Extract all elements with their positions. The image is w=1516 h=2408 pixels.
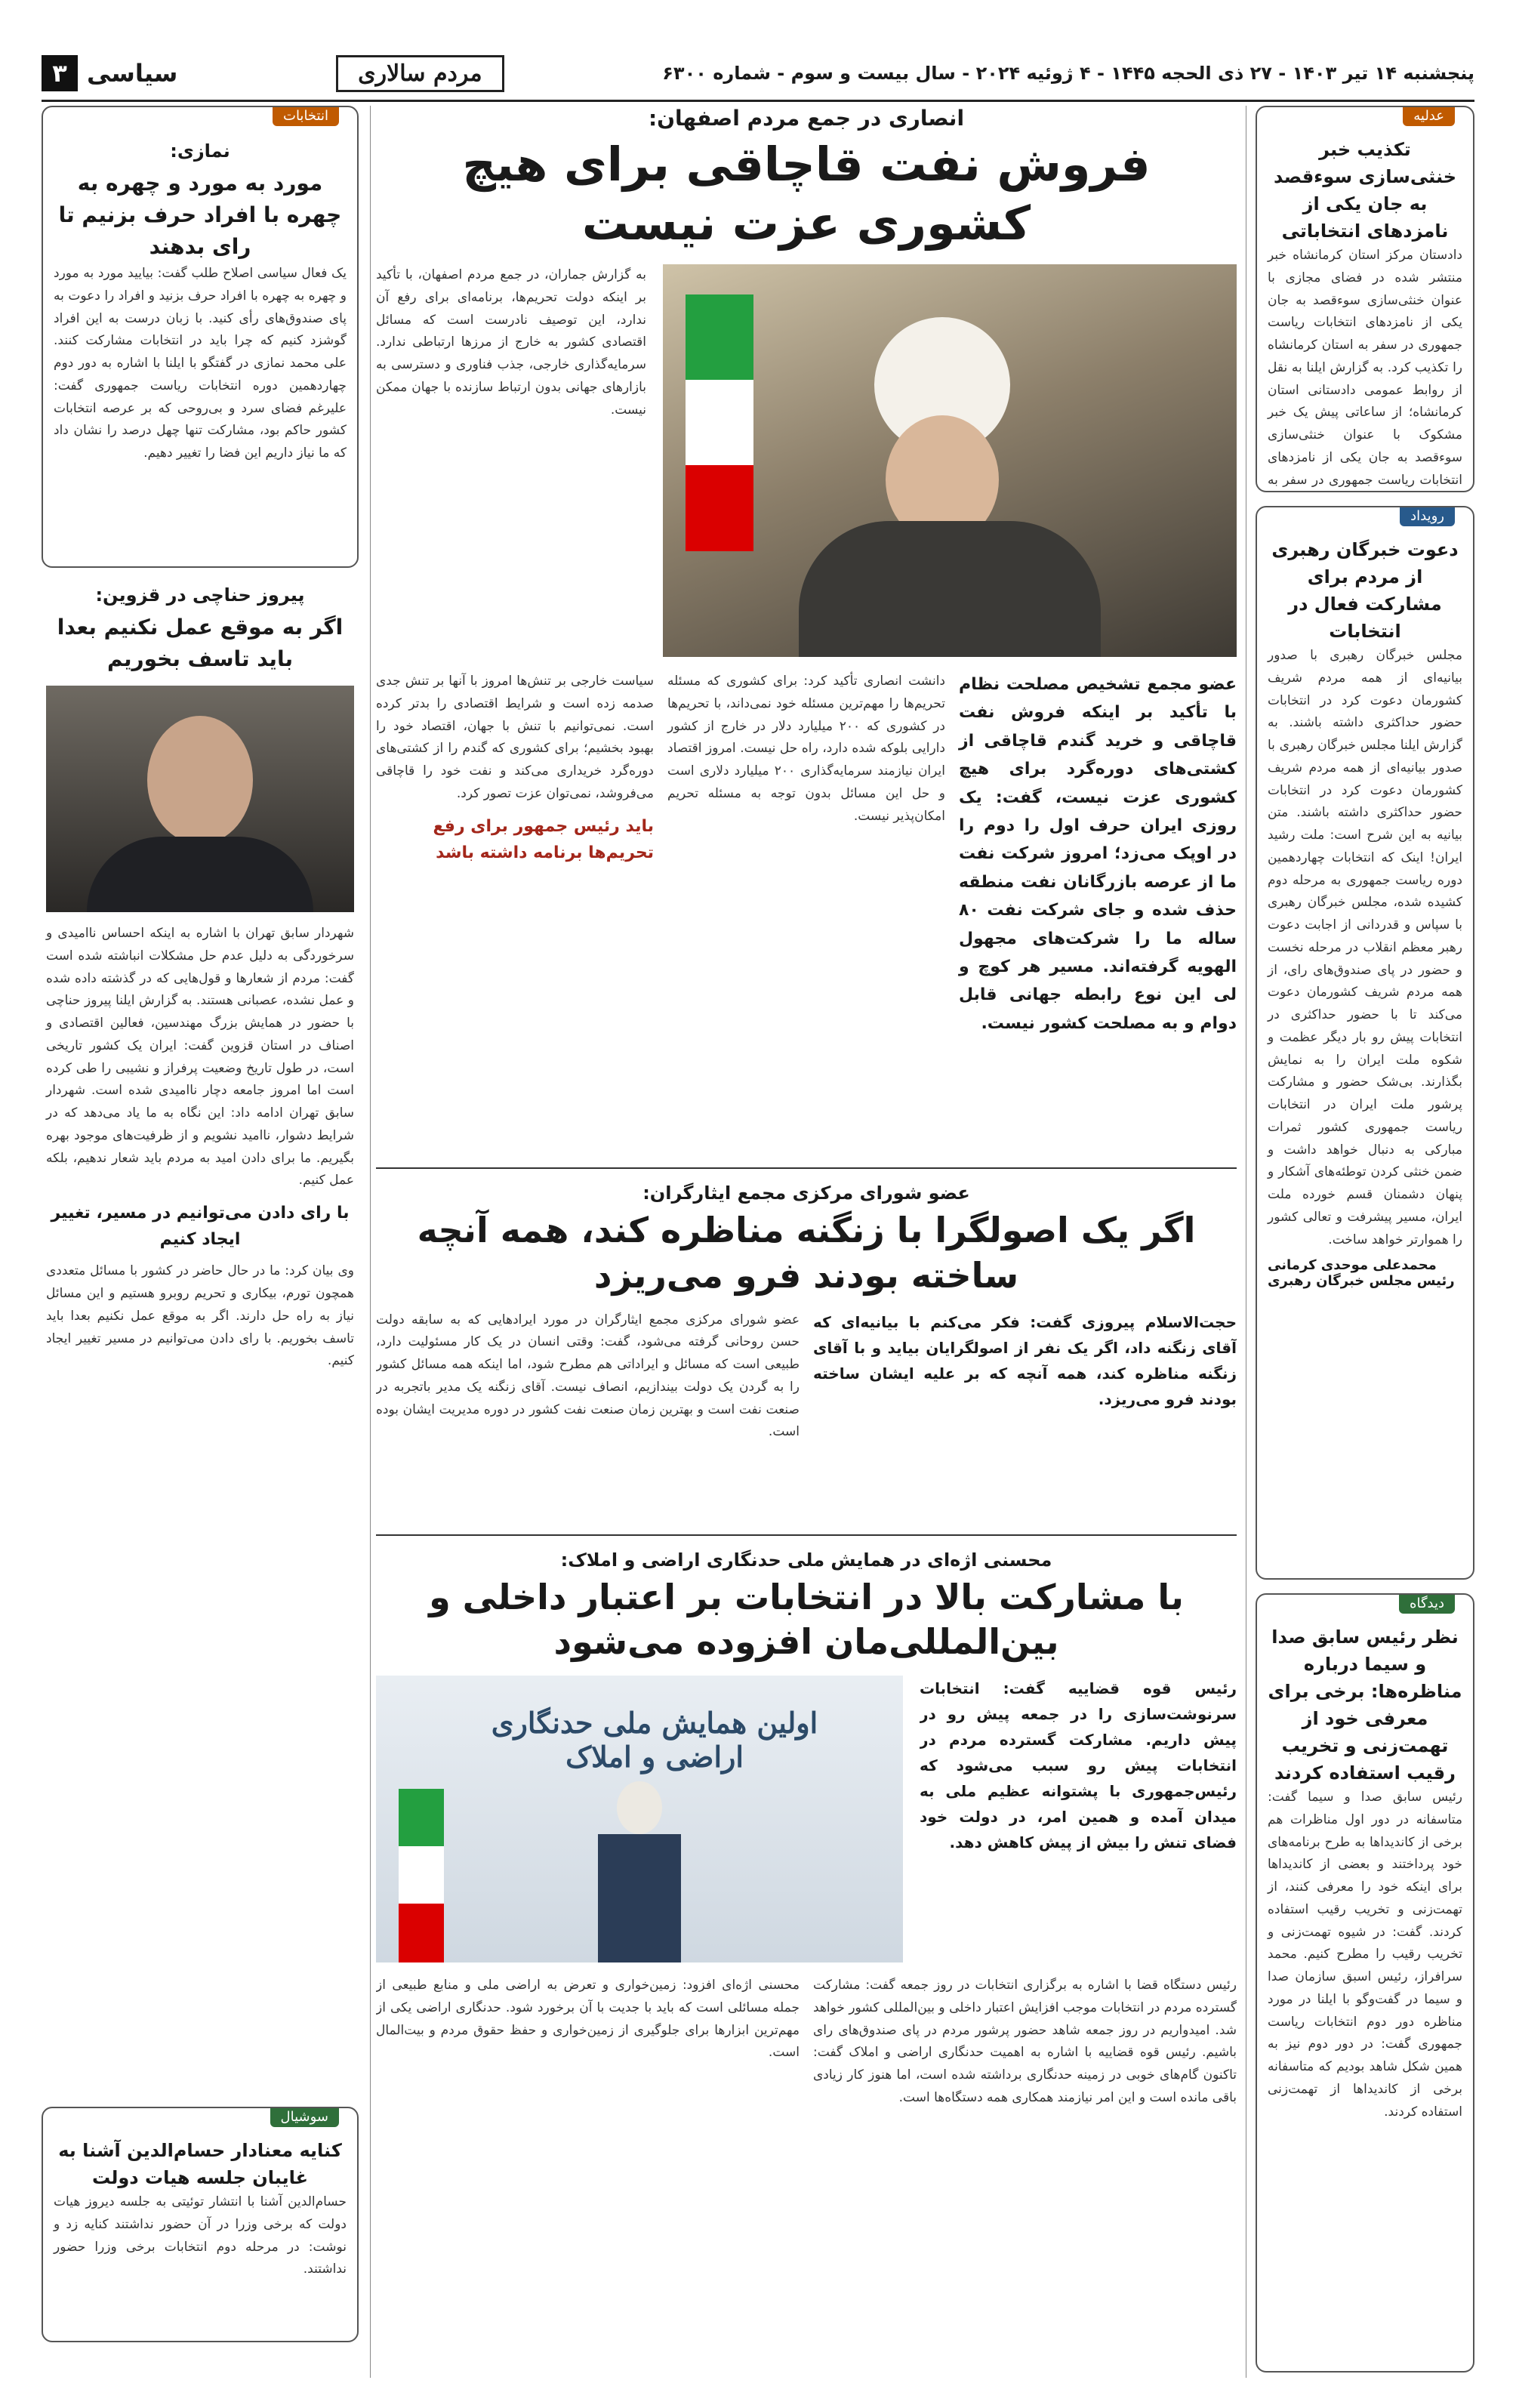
divider bbox=[376, 1534, 1237, 1536]
box-tag: رویداد bbox=[1400, 506, 1455, 526]
conference-banner-title: اولین همایش ملی حدنگاری اراضی و املاک bbox=[491, 1706, 818, 1774]
face-shape bbox=[147, 716, 253, 844]
lead-col-2: دانشت انصاری تأکید کرد: برای کشوری که مسئله تحریم‌ها را مهم‌ترین مسئله خود نمی‌داند، با تحریم‌ها در کشوری که ۲۰۰ میلیارد دلار در خارج از کشور دارایی بلوکه شده دارد، راه حل نیست. امروز اقتصاد ایران نیازمند سرمایه‌گذاری ۲۰۰ میلیارد دلاری است و حل این مسائل بدون توجه به مسئله تحریم امکان‌پذیر نیست. bbox=[667, 674, 945, 824]
lead-photo bbox=[663, 264, 1237, 657]
news-box bbox=[42, 2107, 359, 2342]
story-body: شهردار سابق تهران با اشاره به اینکه احساس ناامیدی و سرخوردگی به دلیل عدم حل مشکلات انباشته شده است گفت: مردم از شعارها و قول‌هایی که در گذشته داده شده و عمل نشده، عصبانی هستند. به گزارش ایلنا پیروز حناچی با حضور در همایش بزرگ مهندسین، فعالین اقتصادی و اصناف در استان قزوین گفت: ایران یک کشور تاریخی است، در طول تاریخ وضعیت پرفراز و نشیبی را طی کرده است اما امروز جامعه دچار ناامیدی شده است. شهردار سابق تهران ادامه داد: این نگاه به ما یاد می‌دهد که در شرایط دشوار، ناامید نشویم و از ظرفیت‌های موجود بهره بگیریم. ما برای دادن امید به مردم باید شعار ندهیم، بلکه عمل کنیم. bbox=[46, 926, 354, 1189]
story-body-2: وی بیان کرد: ما در حال حاضر در کشور با مسائل متعددی همچون تورم، بیکاری و تحریم روبرو هستیم و این مسائل نیاز به راه حل دارند. اگر به موقع عمل نکنیم بعدا باید تاسف بخوریم. با رای دادن می‌توانیم در مسیر تغییر ایجاد کنیم. bbox=[46, 1263, 354, 1369]
story2-body: عضو شورای مرکزی مجمع ایثارگران در مورد ایرادهایی که به سابقه دولت حسن روحانی گرفته می‌شود، گفت: وقتی انسان در یک کار مسئولیت دارد، طبیعی است که مسائل و ایراداتی هم مطرح شود، اما اینکه همه مسائل کشور را به گردن یک دولت بیندازیم، انصاف نیست. آقای زنگنه یک مدیر باتجربه در صنعت نفت است و بهترین زمان صنعت نفت کشور در دوره مدیریت ایشان بوده است. bbox=[376, 1312, 800, 1440]
lead-col-3 bbox=[376, 671, 654, 1154]
story3-headline: با مشارکت بالا در انتخابات بر اعتبار داخلی و بین‌المللی‌مان افزوده می‌شود bbox=[429, 1576, 1184, 1663]
lead-body-top: به گزارش جماران، در جمع مردم اصفهان، با تأکید بر اینکه دولت تحریم‌ها، برنامه‌ای برای رفع آن ندارد، این توصیف نادرست است که مسائل اقتصادی کشور به خارج از مرزها ارتباطی ندارد. سرمایه‌گذاری خارجی، جذب فناوری و دسترسی به بازارهای جهانی بدون ارتباط سازنده با جهان ممکن نیست. bbox=[376, 267, 646, 418]
story2-kicker: عضو شورای مرکزی مجمع ایثارگران: bbox=[642, 1182, 970, 1204]
newspaper-logo: مردم سالاری bbox=[336, 55, 504, 92]
iran-flag-icon bbox=[686, 294, 753, 551]
box-body: دادستان مرکز استان کرمانشاه خبر منتشر شده در فضای مجازی با عنوان خنثی‌سازی سوءقصد به جان یکی از نامزدهای انتخابات ریاست جمهوری در سفر به استان کرمانشاه را تکذیب کرد. به گزارش ایلنا به نقل از روابط عمومی دادستانی استان کرمانشاه؛ از ساعاتی پیش یک خبر مشکوک با عنوان خنثی‌سازی سوءقصد به جان یکی از نامزدهای انتخابات ریاست جمهوری در سفر به bbox=[1268, 248, 1462, 488]
signature: محمدعلی موحدی کرمانی رئیس مجلس خبرگان رهبری bbox=[1268, 1257, 1455, 1290]
page-header bbox=[42, 47, 1474, 102]
news-box bbox=[1256, 106, 1474, 492]
lead-top-row bbox=[376, 264, 1237, 657]
lead-headline: فروش نفت قاچاقی برای هیچ کشوری عزت نیست bbox=[462, 137, 1151, 251]
box-title: نظر رئیس سابق صدا و سیما درباره مناظره‌ها: برخی برای معرفی خود از تهمت‌زنی و تخریب رقیب استفاده کردند bbox=[1268, 1626, 1462, 1784]
podium-shape bbox=[598, 1834, 681, 1962]
divider bbox=[376, 1167, 1237, 1169]
story-title: اگر به موقع عمل نکنیم بعدا باید تاسف بخوریم bbox=[57, 615, 344, 671]
box-title: مورد به مورد و چهره به چهره با افراد حرف بزنیم تا رای بدهند bbox=[58, 171, 342, 259]
box-tag: انتخابات bbox=[273, 106, 339, 126]
story3-body-2: محسنی اژه‌ای افزود: زمین‌خواری و تعرض به اراضی ملی و منابع طبیعی از جمله مسائلی است که باید با جدیت با آن برخورد شود. حدنگاری اراضی یکی از مهم‌ترین ابزارها برای جلوگیری از زمین‌خواری و حفظ حقوق مردم و بیت‌المال است. bbox=[376, 1978, 800, 2061]
robe-shape bbox=[799, 521, 1101, 657]
box-body: رئیس سابق صدا و سیما گفت: متاسفانه در دور اول مناظرات هم برخی از کاندیداها به طرح برنامه‌های خود پرداختند و بعضی از کاندیداها برای اینکه خود را معرفی کنند، از تهمت‌زنی و تخریب رقیب استفاده کردند. گفت: در شیوه تهمت‌زنی و تخریب رقیب را مطرح کنیم. محمد سرافراز، رئیس اسبق سازمان صدا و سیما در گفت‌وگو با ایلنا در مورد مناظره دور دوم انتخابات ریاست جمهوری گفت: در دور دوم نیز به همین شکل شاهد بودیم که متاسفانه برخی از کاندیداها از تهمت‌زنی استفاده کردند. bbox=[1268, 1790, 1462, 2120]
news-box bbox=[42, 106, 359, 568]
lead-kicker: انصاری در جمع مردم اصفهان: bbox=[648, 106, 965, 131]
center-column bbox=[376, 106, 1237, 2378]
box-title: کنایه معنادار حسام‌الدین آشنا به غایبان جلسه هیات دولت bbox=[58, 2140, 342, 2188]
story2-columns bbox=[376, 1309, 1237, 1521]
box-tag: سوشیال bbox=[270, 2107, 339, 2127]
story3-kicker: محسنی اژه‌ای در همایش ملی حدنگاری اراضی و املاک: bbox=[560, 1549, 1052, 1571]
box-body: یک فعال سیاسی اصلاح طلب گفت: بیایید مورد به مورد و چهره به چهره با افراد حرف بزنید و افراد را دعوت به پای صندوق‌های رأی کنید. با زبان درست به این افراد گوشزد کنیم که چرا باید در انتخابات مشارکت کنند. علی محمد نمازی در گفتگو با ایلنا با اشاره به دور دوم چهاردهمین دوره انتخابات ریاست جمهوری گفت: علیرغم فضای سرد و بی‌روحی که بر عرصه انتخابات کشور حاکم بود، مشارکت تنها چهل درصد را نشان داد که ما نیاز داریم این فضا را تغییر دهیم. bbox=[54, 266, 347, 461]
story-kicker: پیروز حناچی در قزوین: bbox=[95, 584, 305, 606]
section-label bbox=[42, 55, 177, 91]
box-body: حسام‌الدین آشنا با انتشار توئیتی به جلسه دیروز هیات دولت که برخی وزرا در آن حضور نداشتند کنایه زد و نوشت: در مرحله دوم انتخابات برخی وزرا حضور نداشتند. bbox=[54, 2194, 347, 2277]
lead-quote: باید رئیس جمهور برای رفع تحریم‌ها برنامه داشته باشد bbox=[433, 816, 654, 862]
box-body: مجلس خبرگان رهبری با صدور بیانیه‌ای از همه مردم شریف کشورمان دعوت کرد در انتخابات حضور حداکثری داشته باشند. به گزارش ایلنا مجلس خبرگان رهبری با صدور بیانیه‌ای از همه مردم شریف کشورمان دعوت کرد در انتخابات حضور حداکثری داشته باشند. متن بیانیه به این شرح است: ملت رشید ایران! اینک که انتخابات چهاردهمین دوره ریاست جمهوری به مرحله دوم کشیده شده، مجلس خبرگان رهبری با سپاس و قدردانی از اجابت دعوت رهبر معظم انقلاب در مرحله نخست و حضور در پای صندوق‌های رای، از همه مردم شریف کشورمان دعوت می‌کند تا با حضور حداکثری در انتخابات پیش رو بار دیگر عظمت و شکوه ملت ایران را به نمایش بگذارند. بی‌شک حضور و مشارکت پرشور ملت ایران در انتخابات ریاست جمهوری کشور ثمرات مبارکی به دنبال خواهد داشت و ضمن خنثی کردن توطئه‌های آشکار و پنهان دشمنان قسم خورده ملت ایران، مسیر پیشرفت و تعالی کشور را هموارتر خواهد ساخت. bbox=[1268, 648, 1462, 1247]
story3-lead: رئیس قوه قضاییه گفت: انتخابات سرنوشت‌سازی را در جمعه پیش رو در پیش داریم. مشارکت گسترده مردم در انتخابات پیش رو سبب می‌شود که رئیس‌جمهوری با پشتوانه عظیم ملی به میدان آمده و همین امر، در دولت خود فضای تنش را بیش از پیش کاهش دهد. bbox=[920, 1679, 1237, 1852]
section-name: سیاسی bbox=[87, 59, 178, 88]
story-hanachi bbox=[42, 581, 359, 2092]
left-column bbox=[42, 106, 359, 2378]
lead-col-3-text: سیاست خارجی بر تنش‌ها امروز با آنها بر تنش جدی صدمه زده است و شرایط اقتصادی را بدتر کرده است. نمی‌توانیم با تنش با جهان، اقتصاد خود را بهبود بخشیم؛ برای کشوری که گندم را از کشتی‌های دوره‌گرد خریداری می‌کند و نفت خود را قاچاقی می‌فروشد، نمی‌توان عزت تصور کرد. bbox=[376, 674, 654, 801]
news-box bbox=[1256, 506, 1474, 1580]
story-subhead: با رای دادن می‌توانیم در مسیر، تغییر ایجاد کنیم bbox=[51, 1204, 350, 1250]
box-title: دعوت خبرگان رهبری از مردم برای مشارکت فعال در انتخابات bbox=[1271, 539, 1459, 642]
box-tag: دیدگاه bbox=[1399, 1593, 1455, 1614]
story3-columns bbox=[376, 1975, 1237, 2246]
lead-columns bbox=[376, 671, 1237, 1154]
portrait-photo bbox=[46, 686, 354, 912]
iran-flag-icon bbox=[399, 1789, 444, 1962]
lead-paragraph: عضو مجمع تشخیص مصلحت نظام با تأکید بر اینکه فروش نفت قاچاقی و خرید گندم قاچاقی از کشتی‌های دوره‌گرد برای هیچ کشوری عزت نیست، گفت: یک روزی ایران حرف اول را دوم را در اوپک می‌زد؛ امروز شرکت نفت ما از عرصه بازرگانان نفت منطقه حذف شده و جای شرکت نفت ۸۰ ساله ما را شرکت‌های مجهول الهویه گرفته‌اند. مسیر هر کوچ و لی این نوع رابطه جهانی قابل دوام و به مصلحت کشور نیست. bbox=[959, 675, 1237, 1033]
box-tag: عدلیه bbox=[1403, 106, 1455, 126]
story3-body: رئیس دستگاه قضا با اشاره به برگزاری انتخابات در روز جمعه گفت: مشارکت گسترده مردم در انتخابات موجب افزایش اعتبار داخلی و بین‌المللی کشور خواهد شد. امیدواریم در روز جمعه شاهد حضور پرشور مردم در پای صندوق‌های رای باشیم. رئیس قوه قضاییه با اشاره به اهمیت حدنگاری اراضی و املاک گفت: تاکنون گام‌های خوبی در زمینه حدنگاری برداشته شده است، اما هنوز کار زیادی باقی مانده است و این امر نیازمند همکاری همه دستگاه‌ها است. bbox=[813, 1978, 1237, 2105]
right-column bbox=[1256, 106, 1474, 2378]
column-divider bbox=[370, 106, 371, 2378]
lead-col-1 bbox=[959, 671, 1237, 1154]
issue-date-line: پنجشنبه ۱۴ تیر ۱۴۰۳ - ۲۷ ذی الحجه ۱۴۴۵ - ۴ ژوئیه ۲۰۲۴ - سال بیست و سوم - شماره ۶۳۰۰ bbox=[662, 63, 1474, 84]
story2-headline: اگر یک اصولگرا با زنگنه مناظره کند، همه آنچه ساخته بودند فرو می‌ریزد bbox=[417, 1210, 1196, 1296]
story3-top-row bbox=[376, 1676, 1237, 1962]
conference-photo bbox=[376, 1676, 903, 1962]
box-title: تکذیب خبر خنثی‌سازی سوءقصد به جان یکی از نامزدهای انتخاباتی bbox=[1273, 139, 1457, 242]
box-kicker: نمازی: bbox=[170, 140, 230, 162]
page-number: ۳ bbox=[42, 55, 78, 91]
news-box bbox=[1256, 1593, 1474, 2373]
story2-lead: حجت‌الاسلام پیروزی گفت: فکر می‌کنم با بیانیه‌ای که آقای زنگنه داد، اگر یک نفر از اصولگرایان بیاید و با آقای زنگنه مناظره کند، همه آنچه که بر علیه ایشان ساخته بودند فرو می‌ریزد. bbox=[813, 1312, 1237, 1408]
speaker-shape bbox=[617, 1781, 662, 1834]
suit-shape bbox=[87, 837, 313, 912]
